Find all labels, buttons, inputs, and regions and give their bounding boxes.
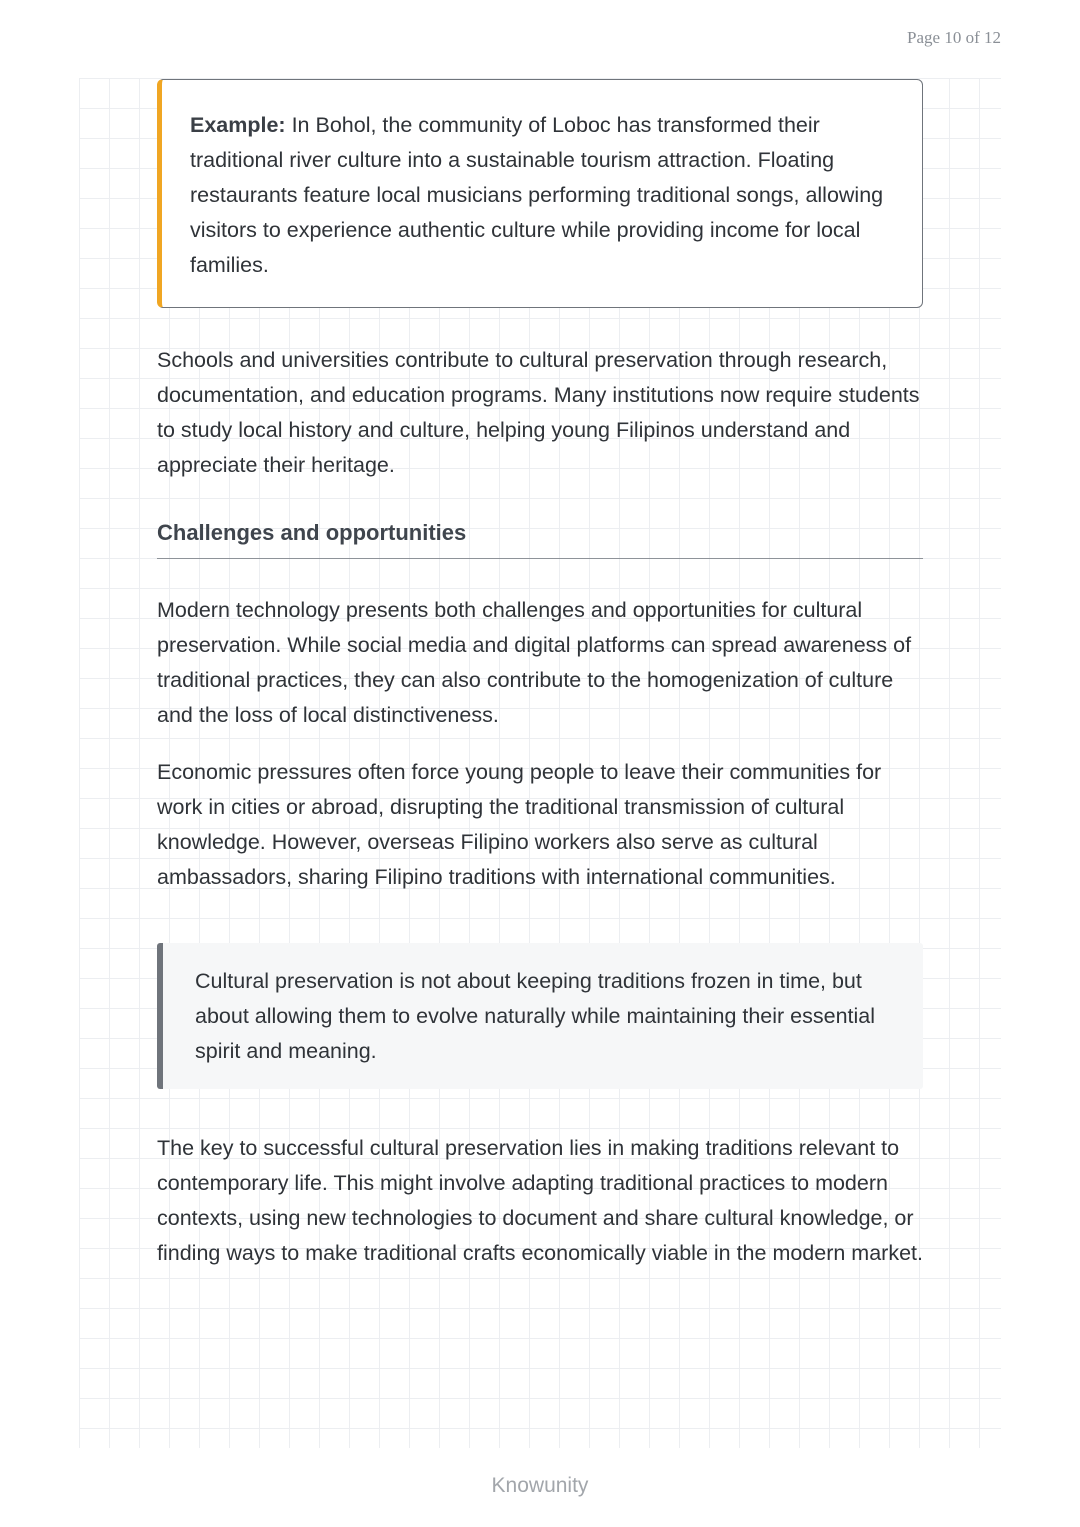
page-content <box>157 78 923 1271</box>
footer-brand: Knowunity <box>491 1474 589 1497</box>
page-number: Page 10 of 12 <box>907 28 1001 47</box>
example-label: Example: <box>190 113 286 137</box>
section-heading: Challenges and opportunities <box>157 520 923 559</box>
example-text: In Bohol, the community of Loboc has transformed their traditional river culture into a sustainable tourism attraction. Floating restaurants feature local musicians performing traditional songs, allowing visitors to experience authentic culture while providing income for local families. <box>190 113 884 277</box>
paragraph-economic: Economic pressures often force young people to leave their communities for work in cities or abroad, disrupting the traditional transmission of cultural knowledge. However, overseas Filipino workers also serve as cultural ambassadors, sharing Filipino traditions with international communities. <box>157 760 882 889</box>
example-callout <box>157 79 923 308</box>
paragraph-technology: Modern technology presents both challenges and opportunities for cultural preservation. While social media and digital platforms can spread awareness of traditional practices, they can also contribute to the homogenization of culture and the loss of local distinctiveness. <box>157 598 912 727</box>
paragraph-key: The key to successful cultural preservation lies in making traditions relevant to contemporary life. This might involve adapting traditional practices to modern contexts, using new technologies to document and share cultural knowledge, or finding ways to make traditional crafts economically viable in the modern market. <box>157 1136 923 1265</box>
paragraph-schools: Schools and universities contribute to cultural preservation through research, documentation, and education programs. Many institutions now require students to study local history and culture, helping young Filipinos understand and appreciate their heritage. <box>157 348 920 477</box>
blockquote-text: Cultural preservation is not about keeping traditions frozen in time, but about allowing them to evolve naturally while maintaining their essential spirit and meaning. <box>195 969 876 1063</box>
blockquote <box>157 943 923 1089</box>
